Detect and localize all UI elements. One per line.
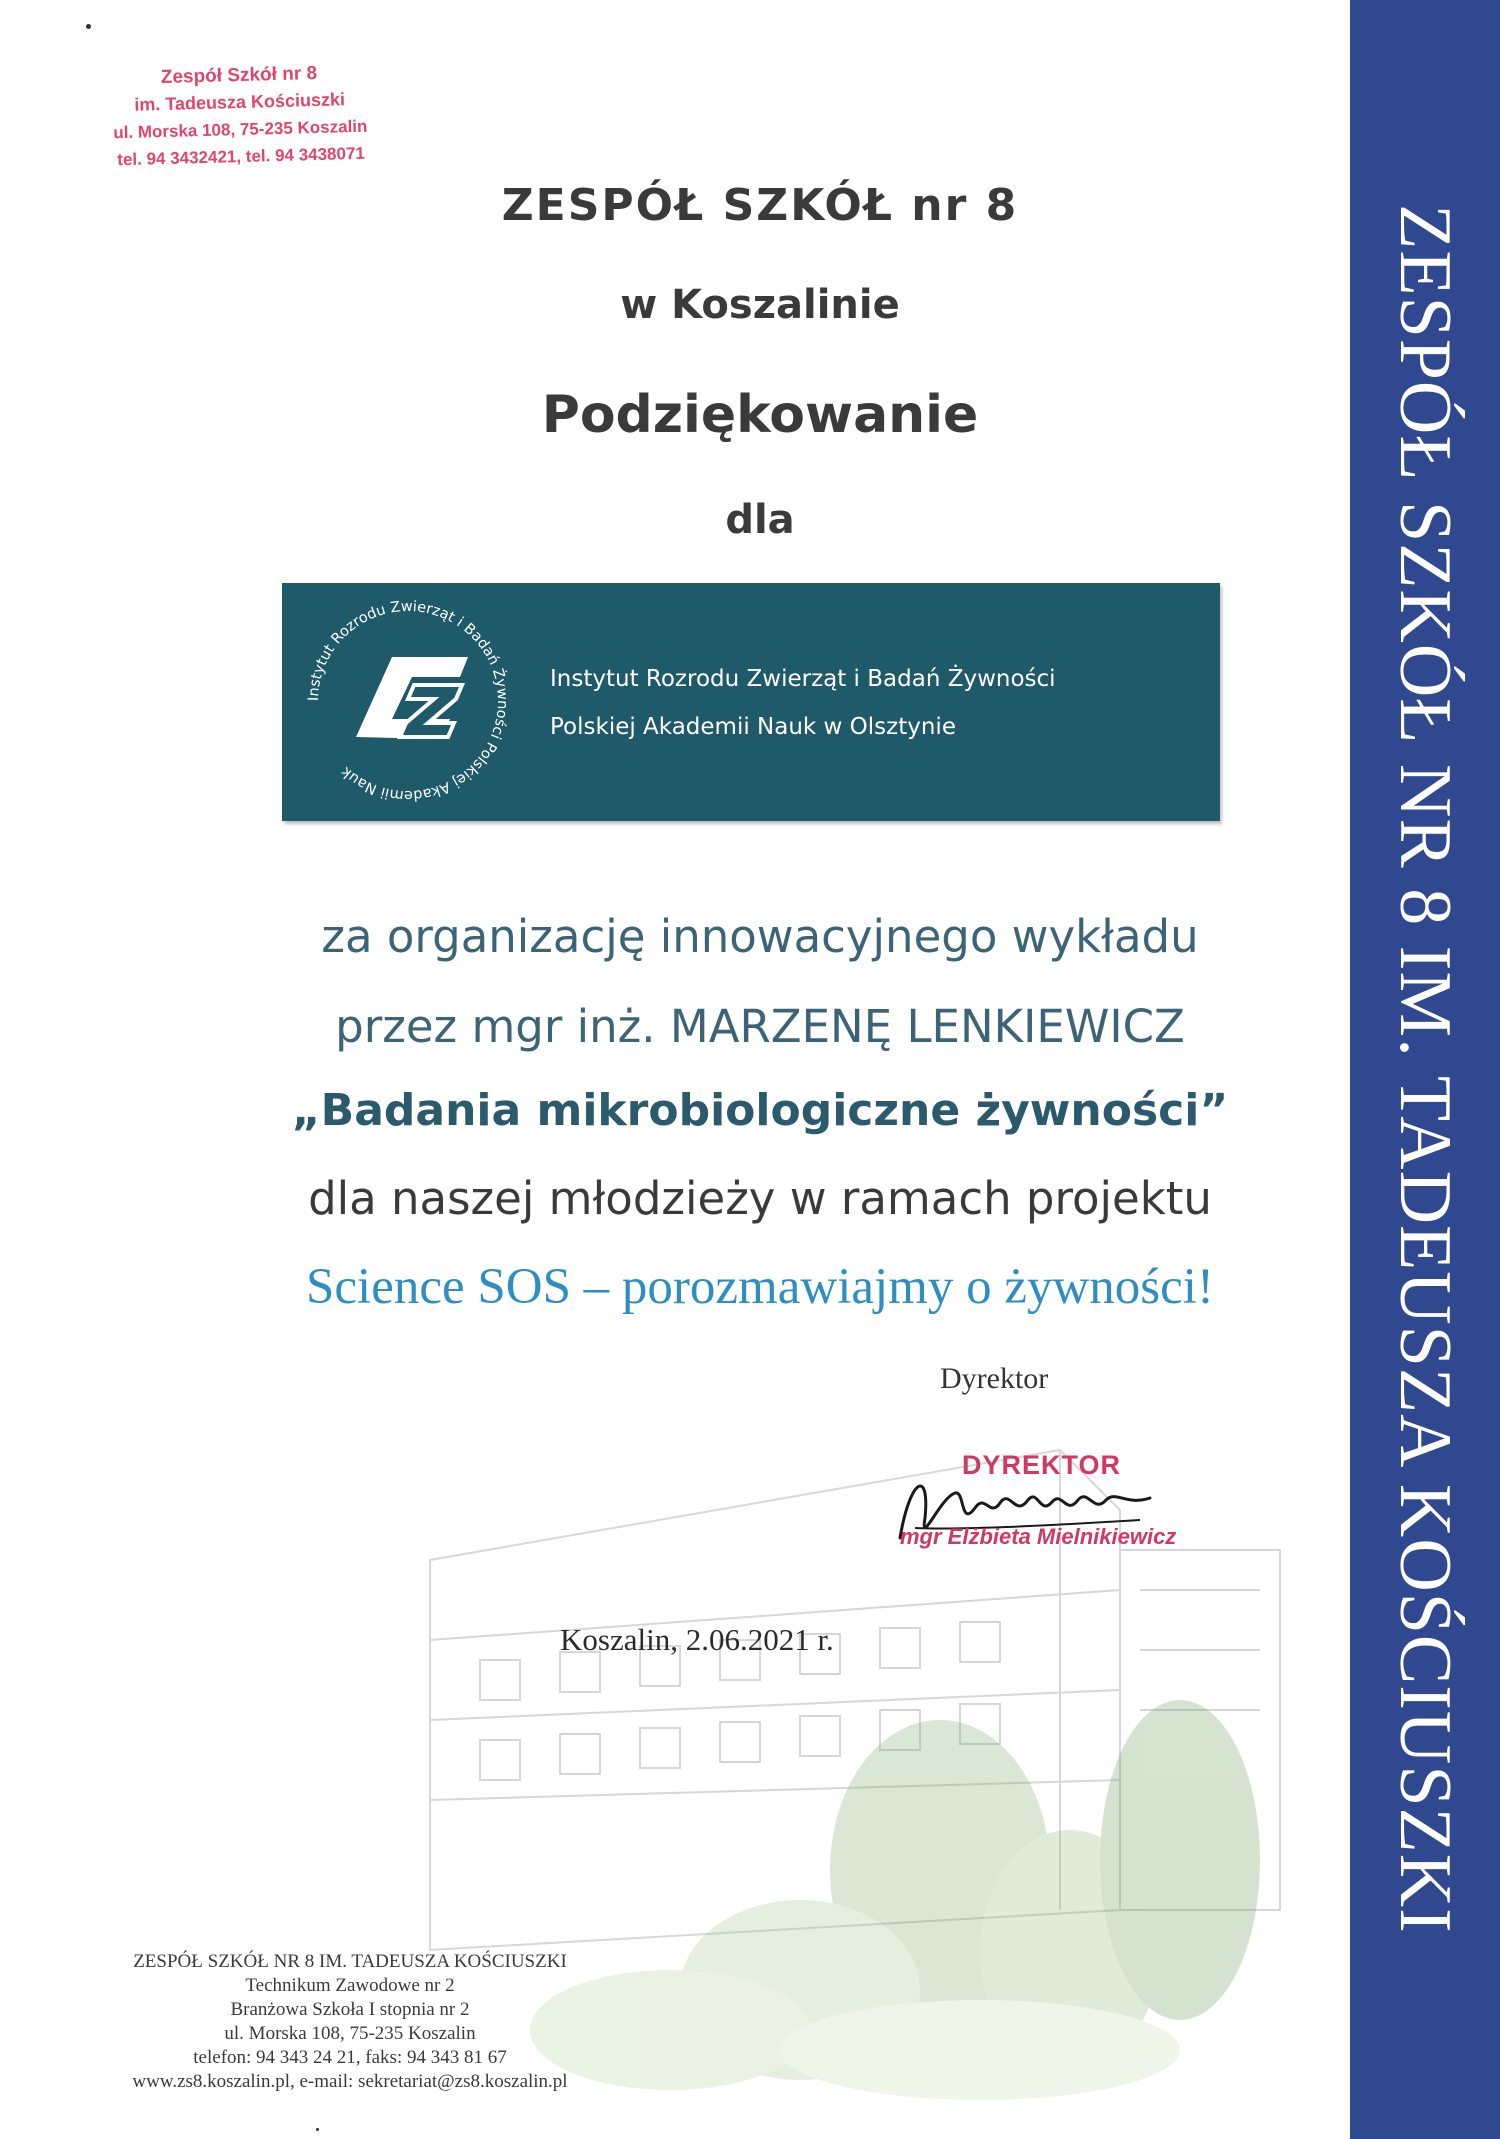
- issue-date: Koszalin, 2.06.2021 r.: [560, 1622, 834, 1657]
- body-line-4: dla naszej młodzieży w ramach projektu: [308, 1172, 1212, 1225]
- body-line-2: przez mgr inż. MARZENĘ LENKIEWICZ: [335, 1000, 1185, 1053]
- stamp-line-3: ul. Morska 108, 75-235 Koszalin: [113, 116, 368, 143]
- stamp-line-4: tel. 94 3432421, tel. 94 3438071: [117, 143, 366, 170]
- logo-ring-text: Instytut Rozrodu Zwierząt i Badań Żywności Polskiej Akademii Nauk: [305, 598, 511, 804]
- footer-line-1: ZESPÓŁ SZKÓŁ NR 8 IM. TADEUSZA KOŚCIUSZKI: [133, 1951, 567, 1972]
- institute-name: [550, 655, 1056, 751]
- stamp-line-1: Zespół Szkół nr 8: [160, 62, 318, 89]
- footer-address: [60, 1950, 640, 2094]
- footer-line-5: telefon: 94 343 24 21, faks: 94 343 81 67: [193, 2047, 507, 2068]
- school-stamp: [39, 57, 442, 175]
- director-stamp-title: DYREKTOR: [962, 1450, 1122, 1480]
- footer-line-6: www.zs8.koszalin.pl, e-mail: sekretariat@zs8.koszalin.pl: [132, 2071, 568, 2092]
- sidebar-school-name: ZESPÓŁ SZKÓŁ NR 8 IM. TADEUSZA KOŚCIUSZKI: [1384, 204, 1466, 1934]
- footer-line-3: Branżowa Szkoła I stopnia nr 2: [230, 1999, 470, 2020]
- document-title: Podziękowanie: [541, 385, 979, 445]
- recipient-intro: dla: [725, 497, 795, 543]
- director-name: mgr Elżbieta Mielnikiewicz: [900, 1524, 1177, 1549]
- speck-dot: [86, 24, 91, 29]
- logo-mark: [356, 657, 468, 739]
- footer-line-4: ul. Morska 108, 75-235 Koszalin: [224, 2023, 476, 2044]
- speck-dot: [316, 2128, 319, 2131]
- vertical-sidebar: [1350, 0, 1500, 2139]
- institute-logo: [296, 589, 520, 813]
- institute-name-line-2: Polskiej Akademii Nauk w Olsztynie: [550, 714, 956, 740]
- school-heading: ZESPÓŁ SZKÓŁ nr 8: [501, 180, 1019, 231]
- footer-line-2: Technikum Zawodowe nr 2: [245, 1975, 455, 1996]
- body-line-1: za organizację innowacyjnego wykładu: [321, 910, 1199, 963]
- stamp-line-2: im. Tadeusza Kościuszki: [134, 89, 346, 115]
- city-heading: w Koszalinie: [620, 282, 900, 328]
- project-name: Science SOS – porozmawiajmy o żywności!: [306, 1259, 1214, 1315]
- institute-banner: [282, 583, 1220, 821]
- lecture-title: „Badania mikrobiologiczne żywności”: [291, 1085, 1229, 1136]
- signature-label: Dyrektor: [940, 1362, 1049, 1395]
- institute-name-line-1: Instytut Rozrodu Zwierząt i Badań Żywności: [550, 666, 1056, 692]
